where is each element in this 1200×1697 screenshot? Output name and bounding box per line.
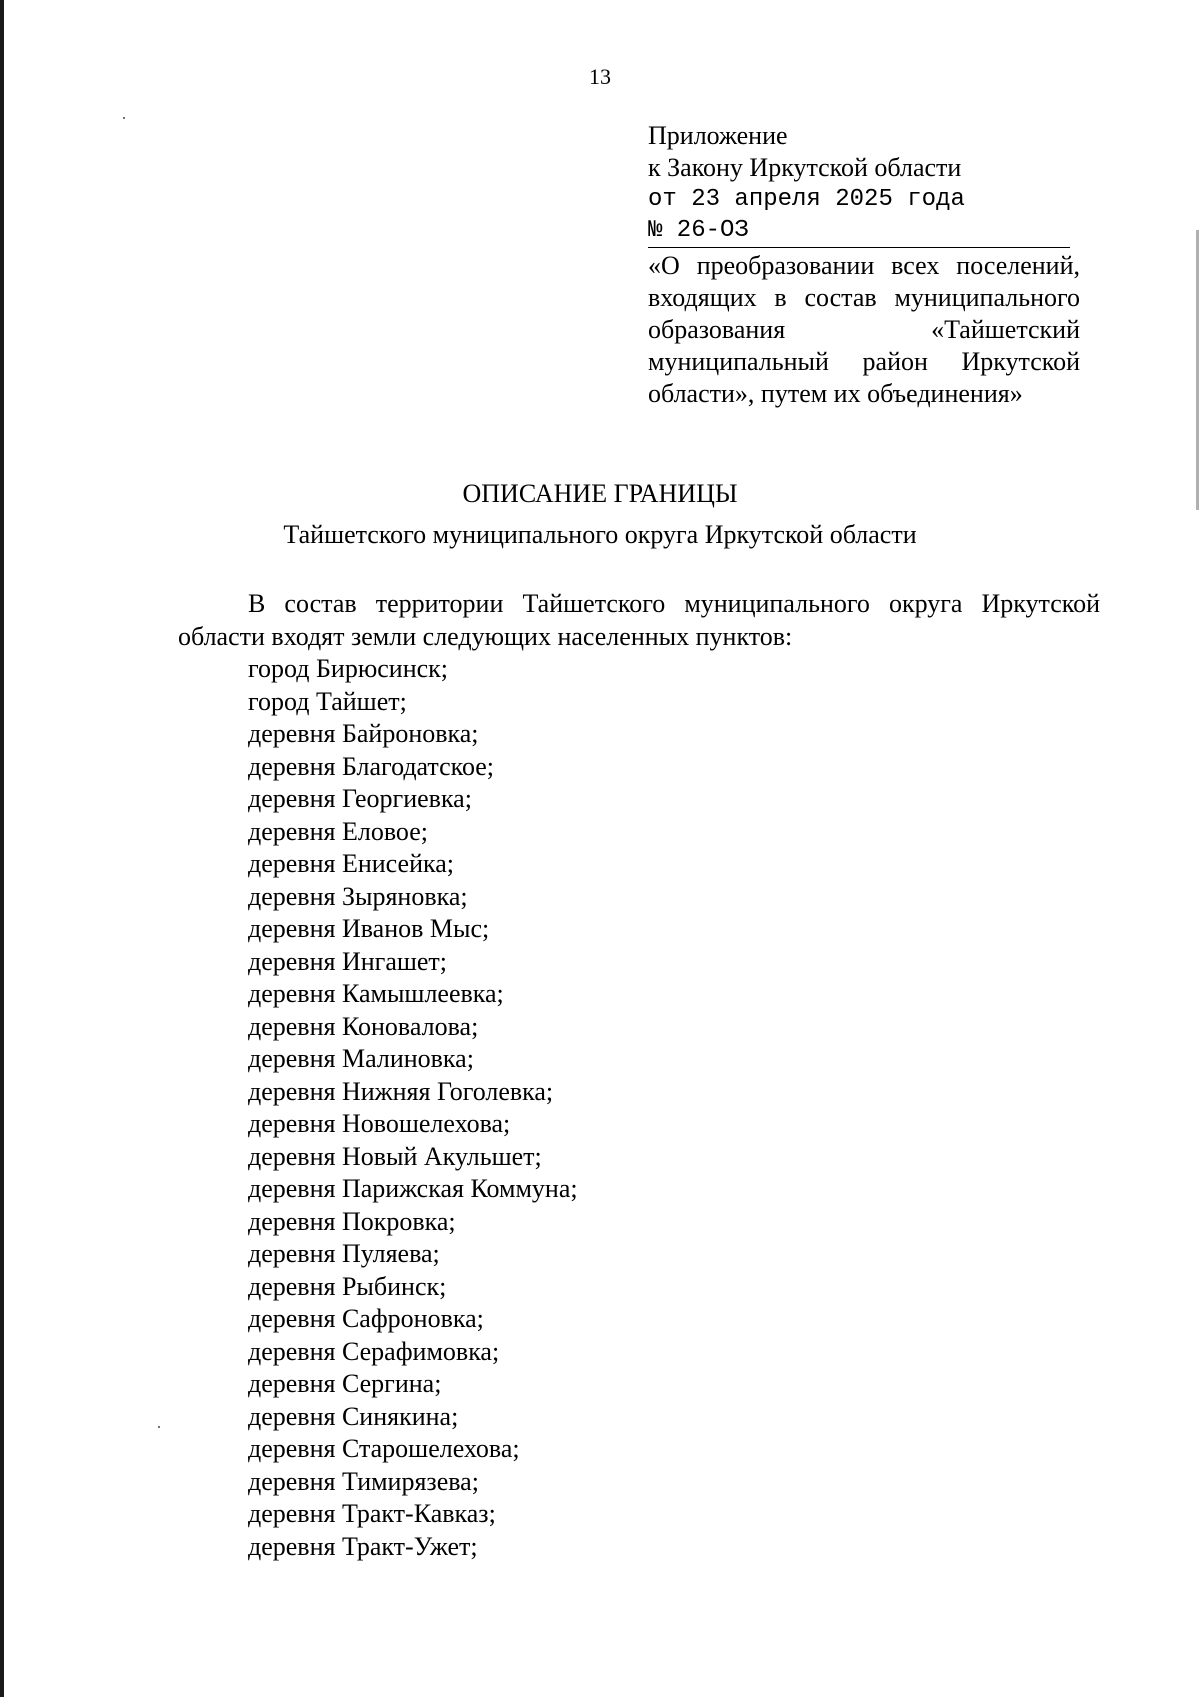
settlement-item: деревня Сергина; bbox=[248, 1369, 442, 1398]
page-number: 13 bbox=[589, 64, 611, 89]
settlement-item: деревня Зыряновка; bbox=[248, 881, 468, 911]
settlement-item: деревня Благодатское; bbox=[248, 751, 495, 781]
settlement-item: деревня Рыбинск; bbox=[248, 1271, 447, 1301]
settlement-item: деревня Георгиевка; bbox=[248, 784, 472, 813]
document-heading: ОПИСАНИЕ ГРАНИЦЫ bbox=[462, 479, 738, 508]
appendix-number: № 26-ОЗ bbox=[648, 215, 1070, 248]
scan-speck bbox=[123, 117, 125, 119]
settlement-item: деревня Енисейка; bbox=[248, 849, 454, 878]
scan-speck bbox=[158, 1426, 160, 1428]
settlement-item: город Бирюсинск; bbox=[248, 654, 449, 683]
settlement-item: деревня Новошелехова; bbox=[248, 1109, 511, 1138]
settlement-item: деревня Иванов Мыс; bbox=[248, 914, 490, 943]
settlement-item: деревня Байроновка; bbox=[248, 719, 479, 748]
settlement-item: город Тайшет; bbox=[248, 686, 407, 716]
document-subheading: Тайшетского муниципального округа Иркутской области bbox=[283, 520, 917, 549]
settlement-item: деревня Тракт-Кавказ; bbox=[248, 1499, 496, 1528]
appendix-label: Приложение bbox=[648, 121, 788, 150]
settlement-item: деревня Еловое; bbox=[248, 816, 428, 846]
settlement-item: деревня Камышлеевка; bbox=[248, 979, 504, 1008]
settlement-item: деревня Коновалова; bbox=[248, 1011, 479, 1041]
settlement-item: деревня Серафимовка; bbox=[248, 1336, 500, 1366]
appendix-title: «О преобразовании всех поселений, входящих в состав муниципального образования «Тайшетский муниципальный район Иркутской области», путем их объединения» bbox=[648, 251, 1080, 408]
settlement-item: деревня Пуляева; bbox=[248, 1239, 440, 1268]
appendix-date: от 23 апреля 2025 года bbox=[648, 186, 965, 213]
scan-edge-right bbox=[1196, 230, 1199, 510]
intro-paragraph: В состав территории Тайшетского муниципального округа Иркутской области входят земли следующих населенных пунктов: bbox=[178, 589, 1100, 651]
scan-edge-left bbox=[0, 0, 4, 1697]
settlement-item: деревня Тимирязева; bbox=[248, 1466, 479, 1496]
appendix-header bbox=[648, 120, 1080, 410]
settlement-item: деревня Тракт-Ужет; bbox=[248, 1531, 478, 1561]
settlement-item: деревня Ингашет; bbox=[248, 946, 447, 976]
settlement-item: деревня Покровка; bbox=[248, 1206, 456, 1236]
settlement-item: деревня Нижняя Гоголевка; bbox=[248, 1076, 554, 1106]
settlement-item: деревня Старошелехова; bbox=[248, 1434, 520, 1463]
appendix-law: к Закону Иркутской области bbox=[648, 153, 962, 182]
settlement-item: деревня Новый Акульшет; bbox=[248, 1141, 542, 1171]
settlement-item: деревня Малиновка; bbox=[248, 1044, 474, 1073]
settlement-item: деревня Синякина; bbox=[248, 1401, 459, 1431]
settlement-item: деревня Сафроновка; bbox=[248, 1304, 484, 1333]
settlement-item: деревня Парижская Коммуна; bbox=[248, 1174, 578, 1203]
settlements-list bbox=[248, 653, 578, 1563]
